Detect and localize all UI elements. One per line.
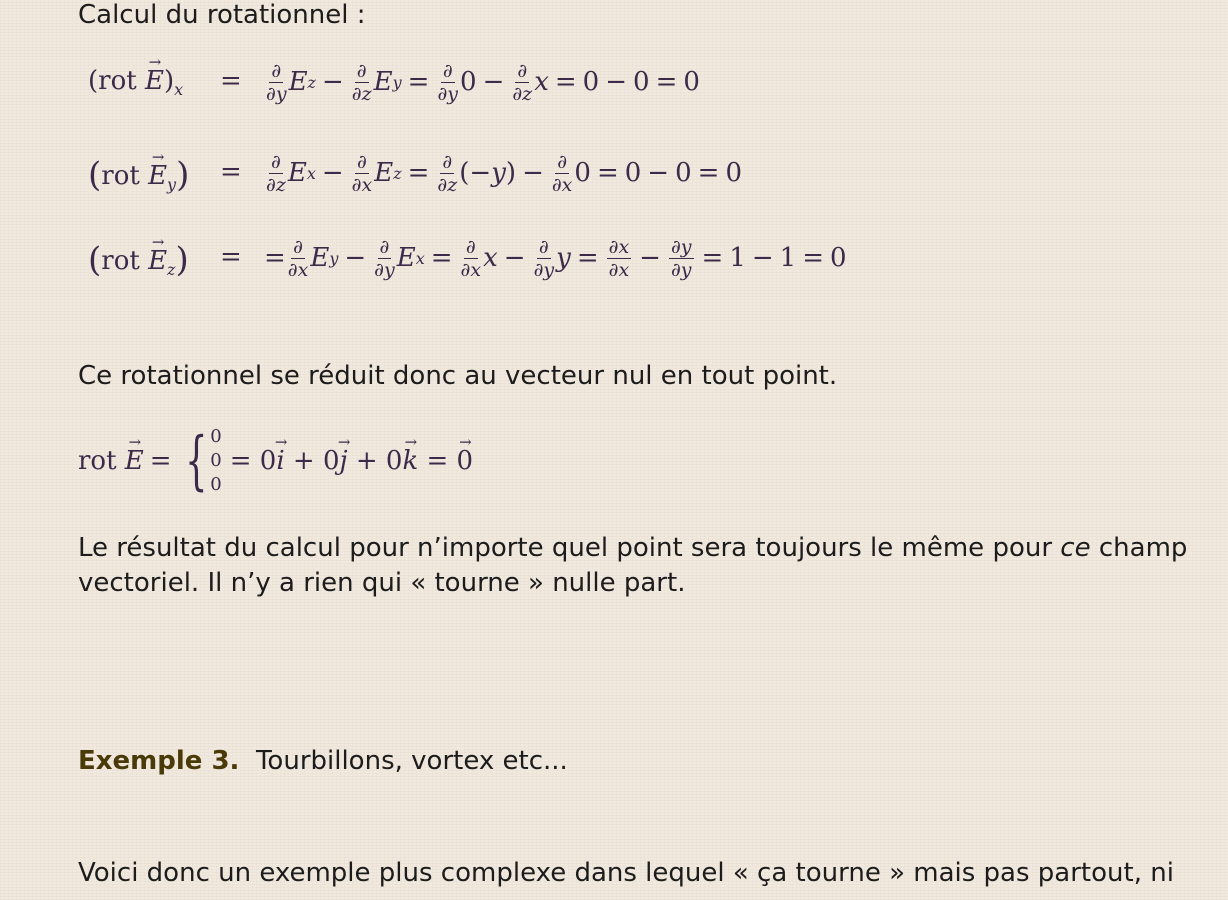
equation-lhs: $(rot \to E)_x$ bbox=[88, 66, 183, 99]
rot-result: = 0→ i + 0→ j + 0→ k = → 0 bbox=[230, 446, 473, 476]
equation-rhs: $\frac{\partial}{\partial y}$ E z − $\frac{\partial}{\partial z}$ E y = $\frac{\partial}{\partial y}$ 0 − $\frac{\partial}{\partial z}$ x = 0 − 0 = 0 bbox=[266, 59, 700, 105]
italic-emphasis: ce bbox=[1060, 533, 1091, 563]
equation-rhs: = $\frac{\partial}{\partial x}$ E y − $\frac{\partial}{\partial y}$ E x = $\frac{\partial}{\partial x}$ x − $\frac{\partial}{\partial y}$ y = $\frac{\partial x}{\partial x}$ − $\frac{\partial y}{\partial y}$ = 1 − 1 = 0 bbox=[264, 235, 847, 281]
text-segment: champ bbox=[1090, 533, 1188, 563]
paragraph-conclusion-line2: vectoriel. Il n’y a rien qui « tourne » nulle part. bbox=[78, 568, 686, 598]
component-z: 0 bbox=[210, 474, 222, 495]
equation-lhs: $(rot \to E_z)$ bbox=[88, 242, 189, 282]
equation-lhs: $(rot \to E_y)$ bbox=[88, 157, 189, 197]
component-y: 0 bbox=[210, 450, 222, 471]
rot-label: rot → E bbox=[78, 446, 144, 476]
rot-vector-equation: rot → E = { 0 0 0 = 0→ i + 0→ j + 0→ k = → 0 bbox=[78, 425, 473, 497]
example-heading bbox=[78, 744, 568, 779]
section-heading: Calcul du rotationnel : bbox=[78, 0, 366, 30]
equation-equals: = bbox=[220, 157, 242, 187]
text-segment: Le résultat du calcul pour n’importe quel point sera toujours le même pour bbox=[78, 533, 1061, 563]
paragraph-vortex-intro: Voici donc un exemple plus complexe dans lequel « ça tourne » mais pas partout, ni bbox=[78, 858, 1174, 888]
left-brace: { bbox=[184, 424, 208, 498]
example-label: Exemple 3. bbox=[78, 746, 240, 776]
example-title: Tourbillons, vortex etc... bbox=[255, 746, 568, 776]
paragraph-conclusion-line1 bbox=[78, 531, 1187, 566]
paragraph-null-vector: Ce rotationnel se réduit donc au vecteur nul en tout point. bbox=[78, 361, 838, 391]
equation-equals: = bbox=[220, 242, 242, 272]
component-x: 0 bbox=[210, 426, 222, 447]
vector-components bbox=[210, 425, 221, 497]
equation-rhs: $\frac{\partial}{\partial z}$ E x − $\frac{\partial}{\partial x}$ E z = $\frac{\partial}{\partial z}$ (− y ) − $\frac{\partial}{\partial x}$ 0 = 0 − 0 = 0 bbox=[266, 150, 742, 196]
equation-equals: = bbox=[220, 66, 242, 96]
